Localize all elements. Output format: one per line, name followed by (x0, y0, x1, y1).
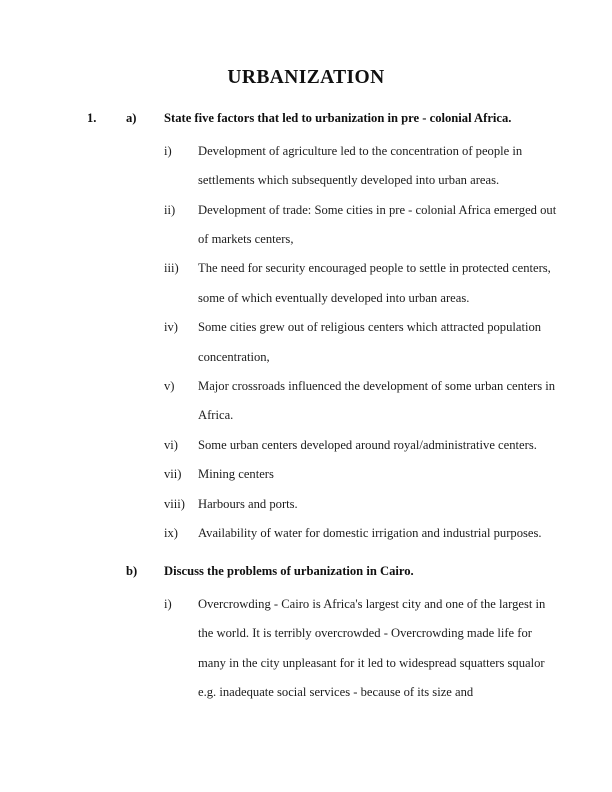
list-item-text: Some urban centers developed around royal/administrative centers. (198, 437, 537, 452)
list-item (164, 196, 560, 255)
part-b-list (0, 590, 612, 708)
list-item-text: Major crossroads influenced the development of some urban centers in Africa. (198, 379, 556, 423)
list-item (164, 313, 560, 372)
list-item (164, 431, 560, 460)
list-item-marker: ii) (164, 202, 176, 217)
list-item-marker: i) (164, 143, 172, 158)
list-item (164, 254, 560, 313)
list-item-marker: v) (164, 379, 175, 394)
part-a-heading (126, 104, 560, 133)
list-item-text: Development of trade: Some cities in pre - colonial Africa emerged out of markets centers, (198, 202, 557, 247)
list-item-text: Mining centers (198, 467, 274, 482)
list-item-text: Overcrowding - Cairo is Africa's largest city and one of the largest in the world. It is terribly overcrowded - Overcrowding made life for many in the city unpleasant for it led to widespread squatters squalor e.g. inadequate social services - because of its size and (198, 596, 546, 700)
part-b-prompt: Discuss the problems of urbanization in Cairo. (164, 564, 414, 579)
list-item-marker: viii) (164, 496, 185, 511)
list-item (164, 137, 560, 196)
list-item (164, 519, 560, 548)
part-b-heading (126, 557, 560, 586)
list-item-marker: i) (164, 596, 172, 611)
list-item (164, 460, 560, 489)
list-item-marker: vii) (164, 467, 182, 482)
list-item-marker: iv) (164, 320, 178, 335)
list-item-marker: ix) (164, 526, 178, 541)
question-block-b (0, 557, 612, 707)
part-b-label: b) (126, 564, 138, 579)
question-number: 1. (87, 111, 97, 126)
list-item (164, 490, 560, 519)
list-item-text: Some cities grew out of religious centers which attracted population concentration, (198, 320, 542, 364)
list-item (164, 590, 560, 708)
list-item-text: Harbours and ports. (198, 496, 298, 511)
question-block-a (0, 104, 612, 548)
list-item (164, 372, 560, 431)
list-item-text: Availability of water for domestic irrigation and industrial purposes. (198, 526, 542, 541)
part-a-list (0, 137, 612, 549)
list-item-marker: vi) (164, 437, 178, 452)
list-item-text: The need for security encouraged people to settle in protected centers, some of which eventually developed into urban areas. (198, 261, 551, 305)
list-item-marker: iii) (164, 261, 179, 276)
part-a-label: a) (126, 111, 137, 126)
list-item-text: Development of agriculture led to the concentration of people in settlements which subsequently developed into urban areas. (198, 143, 523, 188)
part-a-prompt: State five factors that led to urbanization in pre - colonial Africa. (164, 111, 512, 126)
page-title: URBANIZATION (227, 67, 385, 88)
